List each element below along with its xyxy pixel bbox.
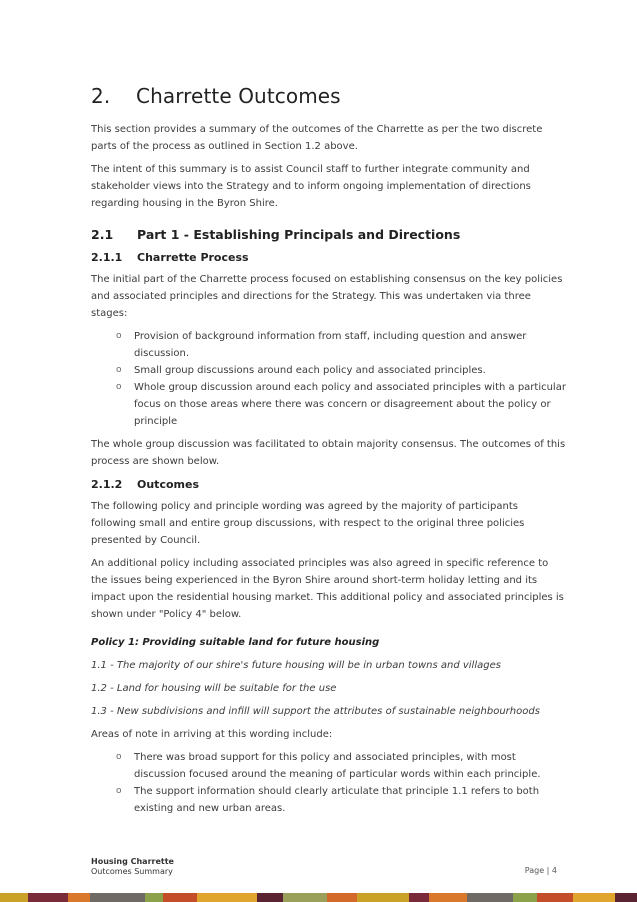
stripe-segment — [145, 893, 163, 902]
section-2-1-heading — [91, 226, 566, 243]
stripe-segment — [327, 893, 357, 902]
page-title — [91, 84, 341, 108]
list-item: o Whole group discussion around each policy and associated principles with a particular focus on those areas where there was concern or disagreement about the policy or principle — [91, 379, 566, 430]
principle-1-2: 1.2 - Land for housing will be suitable for the use — [91, 683, 337, 694]
footer-color-stripe — [0, 893, 637, 902]
stripe-segment — [28, 893, 68, 902]
stripe-segment — [357, 893, 409, 902]
stripe-segment — [615, 893, 637, 902]
section-2-1-2-title: Outcomes — [137, 478, 199, 491]
stripe-segment — [573, 893, 615, 902]
footer-title: Housing Charrette — [91, 857, 174, 866]
principle-1-1: 1.1 - The majority of our shire's future housing will be in urban towns and villages — [91, 660, 501, 671]
section-title: Charrette Outcomes — [136, 84, 341, 108]
outcomes-paragraph-2: An additional policy including associated principles was also agreed in specific reference to the issues being experienced in the Byron Shire around short-term holiday letting and its impact upon the residential housing market. This additional policy and associated principles is shown under "Policy 4" below. — [91, 558, 564, 620]
stripe-segment — [409, 893, 429, 902]
stripe-segment — [257, 893, 283, 902]
section-2-1-1-heading — [91, 249, 566, 266]
list-item: o Provision of background information from staff, including question and answer discussion. — [91, 328, 566, 362]
intro-paragraph-1: This section provides a summary of the outcomes of the Charrette as per the two discrete parts of the process as outlined in Section 1.2 above. — [91, 124, 543, 152]
section-2-1-number: 2.1 — [91, 227, 114, 242]
section-2-1-2-heading — [91, 476, 566, 493]
list-item: o The support information should clearly articulate that principle 1.1 refers to both existing and new urban areas. — [91, 783, 566, 817]
stripe-segment — [283, 893, 327, 902]
page-number: Page | 4 — [524, 866, 557, 875]
process-paragraph-1: The initial part of the Charrette process focused on establishing consensus on the key policies and associated principles and directions for the Strategy. This was undertaken via three stages: — [91, 274, 563, 319]
bullet-icon: o — [116, 331, 122, 341]
section-2-1-2-number: 2.1.2 — [91, 478, 123, 491]
intro-paragraph-2: The intent of this summary is to assist Council staff to further integrate community and stakeholder views into the Strategy and to inform ongoing implementation of directions regarding housing in the Byron Shire. — [91, 164, 531, 209]
section-number: 2. — [91, 84, 111, 108]
intro-block — [91, 121, 566, 212]
bullet-icon: o — [116, 382, 122, 392]
stripe-segment — [467, 893, 513, 902]
footer-doc-title — [91, 857, 174, 877]
list-item: o Small group discussions around each policy and associated principles. — [91, 362, 566, 379]
stripe-segment — [68, 893, 90, 902]
outcomes-paragraph-1: The following policy and principle wording was agreed by the majority of participants following small and entire group discussions, with respect to the original three policies presented by Council. — [91, 501, 525, 546]
notes-intro: Areas of note in arriving at this wording include: — [91, 729, 333, 740]
list-item: o There was broad support for this policy and associated principles, with most discussion focused around the meaning of particular words within each principle. — [91, 749, 566, 783]
policy-1-heading: Policy 1: Providing suitable land for future housing — [91, 637, 380, 648]
stripe-segment — [537, 893, 573, 902]
stripe-segment — [513, 893, 537, 902]
section-2-1-1-number: 2.1.1 — [91, 251, 123, 264]
stripe-segment — [163, 893, 197, 902]
principle-1-3: 1.3 - New subdivisions and infill will support the attributes of sustainable neighbourhoods — [91, 706, 540, 717]
policy-1-block — [91, 634, 566, 817]
stripe-segment — [0, 893, 28, 902]
bullet-icon: o — [116, 786, 122, 796]
footer-subtitle: Outcomes Summary — [91, 867, 173, 876]
notes-list — [91, 749, 566, 817]
process-stage-list — [91, 328, 566, 430]
process-paragraph-2: The whole group discussion was facilitated to obtain majority consensus. The outcomes of this process are shown below. — [91, 439, 566, 467]
stripe-segment — [429, 893, 467, 902]
section-2-1-title: Part 1 - Establishing Principals and Directions — [137, 227, 461, 242]
stripe-segment — [197, 893, 257, 902]
charrette-process-body — [91, 271, 566, 470]
bullet-icon: o — [116, 365, 122, 375]
stripe-segment — [90, 893, 145, 902]
section-2-1-1-title: Charrette Process — [137, 251, 249, 264]
bullet-icon: o — [116, 752, 122, 762]
outcomes-body — [91, 498, 566, 623]
